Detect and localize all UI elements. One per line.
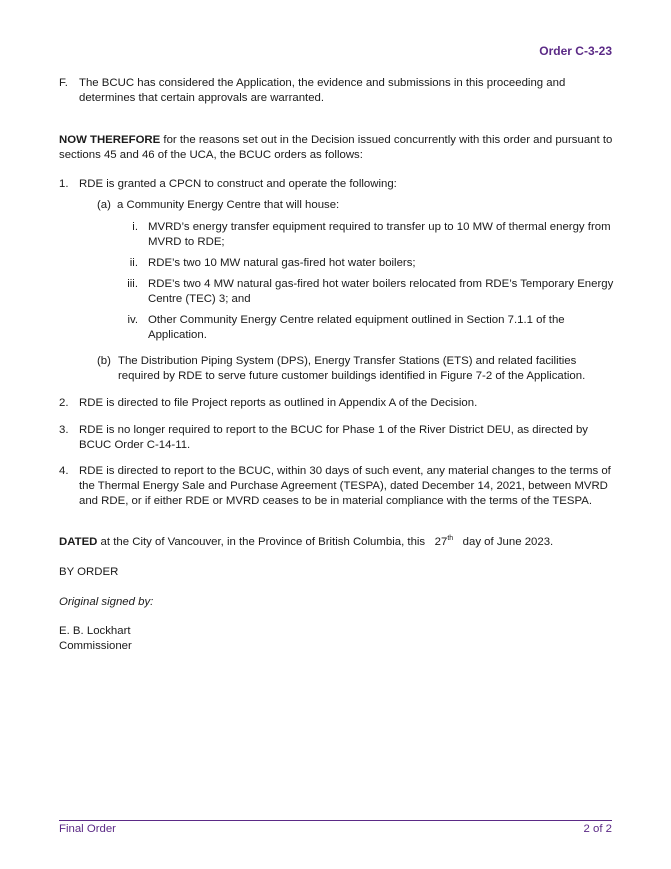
- order-4-text: RDE is directed to report to the BCUC, within 30 days of such event, any material changes to the terms of the Thermal Energy Sale and Purchase Agreement (TESPA), dated December 14, 2021, between MVRD and RDE, or if either RDE or MVRD ceases to be in material compliance with the terms of the TESPA.: [79, 465, 611, 507]
- roman-i-label: i.: [132, 221, 138, 233]
- recital-label: F.: [59, 77, 68, 89]
- roman-ii-text: RDE’s two 10 MW natural gas-fired hot water boilers;: [148, 257, 416, 269]
- order-2-text: RDE is directed to file Project reports as outlined in Appendix A of the Decision.: [79, 397, 478, 409]
- footer-page-number: 2 of 2: [583, 823, 612, 835]
- sub-a-text: a Community Energy Centre that will house:: [117, 199, 340, 211]
- dated-day-suffix: th: [447, 535, 454, 543]
- original-signed: Original signed by:: [59, 596, 154, 608]
- roman-iii-text: RDE’s two 4 MW natural gas-fired hot water boilers relocated from RDE’s Temporary Energy Centre (TEC) 3; and: [148, 278, 614, 305]
- roman-i-text: MVRD’s energy transfer equipment required to transfer up to 10 MW of thermal energy from MVRD to RDE;: [148, 221, 611, 248]
- roman-iii-label: iii.: [127, 278, 138, 290]
- order-4-label: 4.: [59, 465, 69, 477]
- signatory-name: E. B. Lockhart: [59, 625, 131, 637]
- roman-ii-label: ii.: [129, 257, 138, 269]
- by-order: BY ORDER: [59, 566, 119, 578]
- order-1-text: RDE is granted a CPCN to construct and operate the following:: [79, 178, 397, 190]
- order-2-label: 2.: [59, 397, 69, 409]
- dated-text: at the City of Vancouver, in the Province of British Columbia, this: [97, 536, 426, 548]
- sub-b-text: The Distribution Piping System (DPS), Energy Transfer Stations (ETS) and related facilities required by RDE to serve future customer buildings identified in Figure 7-2 of the Application.: [118, 355, 586, 382]
- footer-document-type: Final Order: [59, 823, 116, 835]
- roman-iv-text: Other Community Energy Centre related equipment outlined in Section 7.1.1 of the Application.: [148, 314, 565, 341]
- order-1-label: 1.: [59, 178, 69, 190]
- now-therefore-paragraph: [59, 133, 614, 163]
- recital-text: The BCUC has considered the Application, the evidence and submissions in this proceeding and determines that certain approvals are warranted.: [79, 77, 566, 104]
- order-3-label: 3.: [59, 424, 69, 436]
- sub-b-label: (b): [97, 355, 111, 367]
- order-reference: Order C-3-23: [539, 44, 612, 58]
- sub-a-label: (a): [97, 199, 111, 211]
- now-therefore-text: for the reasons set out in the Decision issued concurrently with this order and pursuant to sections 45 and 46 of the UCA, the BCUC orders as follows:: [59, 134, 613, 161]
- dated-day: 27: [434, 536, 448, 548]
- dated-lead: DATED: [59, 536, 98, 548]
- now-therefore-lead: NOW THEREFORE: [59, 134, 161, 146]
- signatory-title: Commissioner: [59, 640, 132, 652]
- footer-divider: [59, 820, 612, 821]
- dated-paragraph: [59, 535, 619, 550]
- order-3-text: RDE is no longer required to report to the BCUC for Phase 1 of the River District DEU, as directed by BCUC Order C-14-11.: [79, 424, 588, 451]
- dated-rest: day of June 2023.: [462, 536, 554, 548]
- roman-iv-label: iv.: [127, 314, 138, 326]
